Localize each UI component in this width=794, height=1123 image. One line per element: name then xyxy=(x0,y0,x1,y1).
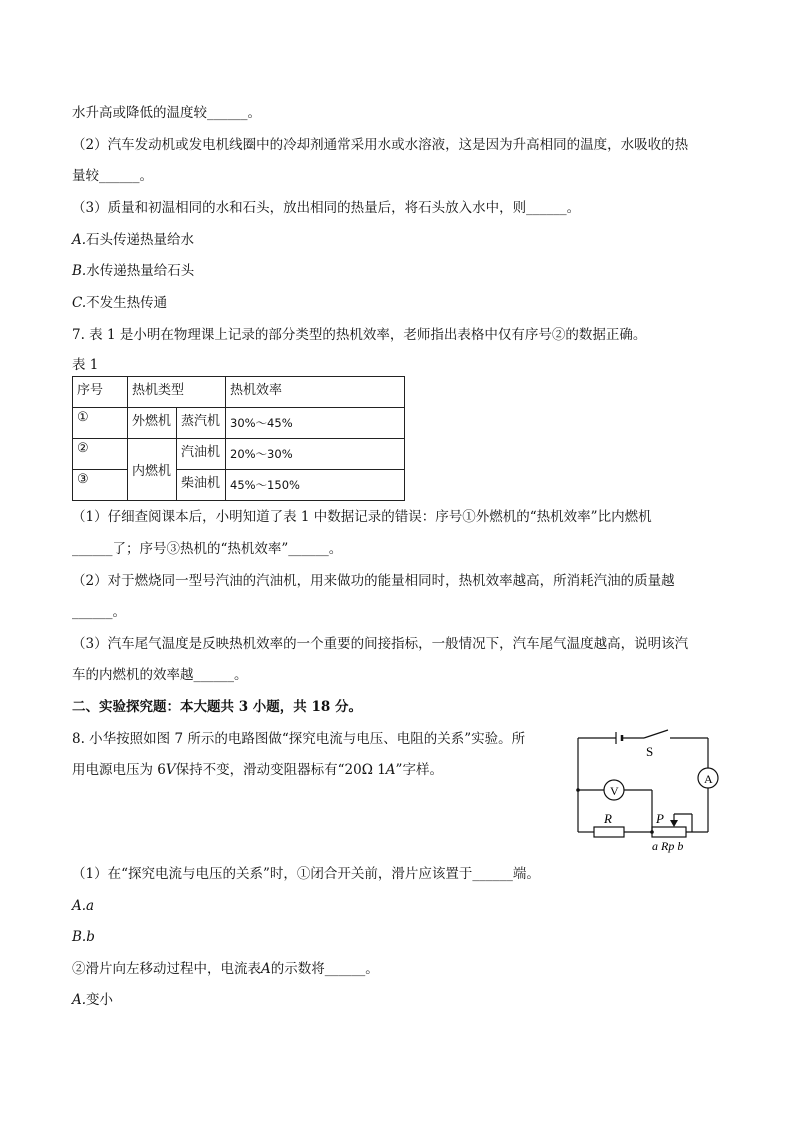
switch-label: S xyxy=(646,744,654,759)
engine-type: 汽油机 xyxy=(177,439,226,470)
q6-option-b[interactable] xyxy=(72,262,194,280)
q8-option-b[interactable] xyxy=(72,928,95,946)
row-number: ① xyxy=(73,408,128,439)
option-text: a xyxy=(86,898,95,914)
text-segment: 保持不变，滑动变阻器标有“20Ω 1 xyxy=(175,762,386,778)
option-letter: A. xyxy=(72,898,87,914)
q6-part2-line1: （2）汽车发动机或发电机线圈中的冷却剂通常采用水或水溶液，这是因为升高相同的温度，水吸收的热 xyxy=(72,137,689,153)
q6-part3: （3）质量和初温相同的水和石头，放出相同的热量后，将石头放入水中，则______。 xyxy=(72,200,581,216)
q6-option-a[interactable] xyxy=(72,231,194,249)
q8-stem-line2 xyxy=(72,761,443,779)
q7-part1-line2: ______了；序号③热机的“热机效率”______。 xyxy=(72,541,343,557)
q7-part2-line2: ______。 xyxy=(72,604,126,620)
option-letter: B. xyxy=(72,263,87,279)
text-segment: ”字样。 xyxy=(395,762,443,778)
engine-group: 内燃机 xyxy=(128,439,177,501)
header-cell: 热机类型 xyxy=(128,377,226,408)
option-text: 水传递热量给石头 xyxy=(86,263,195,279)
ammeter-label: A xyxy=(704,772,713,786)
option-letter: A. xyxy=(72,232,87,248)
q7-part3-line2: 车的内燃机的效率越______。 xyxy=(72,667,248,683)
header-cell: 序号 xyxy=(73,377,128,408)
circuit-diagram xyxy=(570,728,730,856)
table-header-row xyxy=(73,377,405,408)
meter-symbol: A xyxy=(261,961,271,977)
q6-part2-line2: 量较______。 xyxy=(72,168,153,184)
q8-part1: （1）在“探究电流与电压的关系”时，①闭合开关前，滑片应该置于______端。 xyxy=(72,866,540,882)
efficiency-value: 45%～150% xyxy=(226,470,405,501)
row-number: ② xyxy=(73,439,128,470)
engine-group: 外燃机 xyxy=(128,408,177,439)
q7-stem: 7. 表 1 是小明在物理课上记录的部分类型的热机效率，老师指出表格中仅有序号②的数据正确。 xyxy=(72,327,647,343)
table-caption: 表 1 xyxy=(72,357,99,373)
option-text: 石头传递热量给水 xyxy=(86,232,195,248)
q8-option2-a[interactable] xyxy=(72,991,113,1009)
efficiency-table xyxy=(72,376,405,501)
q7-part1-line1: （1）仔细查阅课本后，小明知道了表 1 中数据记录的错误：序号①外燃机的“热机效率”比内燃机 xyxy=(72,509,652,525)
option-text: 变小 xyxy=(86,992,114,1008)
option-letter: A. xyxy=(72,992,87,1008)
q7-part3-line1: （3）汽车尾气温度是反映热机效率的一个重要的间接指标，一般情况下，汽车尾气温度越高，说明该汽 xyxy=(72,636,689,652)
rheostat-label: a Rp b xyxy=(652,839,684,853)
slider-arrow xyxy=(670,820,678,827)
unit-symbol: V xyxy=(165,762,176,778)
engine-type: 蒸汽机 xyxy=(177,408,226,439)
slider-label: P xyxy=(656,811,664,826)
unit-symbol: A xyxy=(385,762,396,778)
section-title: 二、实验探究题：本大题共 3 小题，共 18 分。 xyxy=(72,699,362,715)
text-segment: 的示数将______。 xyxy=(270,961,379,977)
option-text: 不发生热传通 xyxy=(86,295,168,311)
table-row xyxy=(73,470,405,501)
option-letter: B. xyxy=(72,929,87,945)
text-segment: 用电源电压为 6 xyxy=(72,762,166,778)
switch-blade xyxy=(644,730,668,738)
table-row xyxy=(73,439,405,470)
q8-stem-line1: 8. 小华按照如图 7 所示的电路图做“探究电流与电压、电阻的关系”实验。所 xyxy=(72,731,526,747)
efficiency-value: 20%～30% xyxy=(226,439,405,470)
row-number: ③ xyxy=(73,470,128,501)
table-row xyxy=(73,408,405,439)
text-segment: ②滑片向左移动过程中，电流表 xyxy=(72,961,261,977)
engine-type: 柴油机 xyxy=(177,470,226,501)
voltmeter-label: V xyxy=(610,784,619,798)
q8-option-a[interactable] xyxy=(72,897,94,915)
rheostat-symbol xyxy=(652,827,686,837)
q6-line1: 水升高或降低的温度较______。 xyxy=(72,105,261,121)
option-letter: C. xyxy=(72,295,87,311)
resistor-label: R xyxy=(604,811,612,826)
option-text: b xyxy=(86,929,95,945)
q6-option-c[interactable] xyxy=(72,294,167,312)
q7-part2-line1: （2）对于燃烧同一型号汽油的汽油机，用来做功的能量相同时，热机效率越高，所消耗汽油的质量越 xyxy=(72,573,675,589)
header-cell: 热机效率 xyxy=(226,377,405,408)
efficiency-value: 30%～45% xyxy=(226,408,405,439)
resistor-symbol xyxy=(594,827,624,837)
q8-part2 xyxy=(72,960,379,978)
